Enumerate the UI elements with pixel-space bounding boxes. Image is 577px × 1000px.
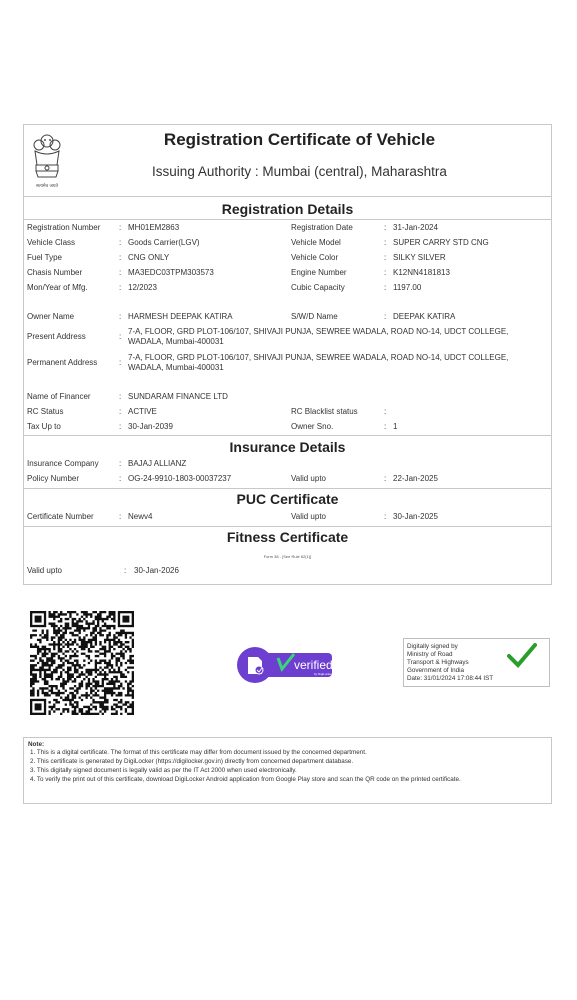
registration-row: Mon/Year of Mfg. : 12/2023 Cubic Capacity : 1197.00 bbox=[27, 283, 422, 292]
qr-finder-pattern bbox=[122, 616, 129, 623]
certificate-header bbox=[24, 125, 551, 197]
owner-sno: 1 bbox=[393, 422, 398, 431]
divider bbox=[24, 435, 551, 436]
divider bbox=[24, 488, 551, 489]
badge-text: verified bbox=[294, 658, 333, 672]
signature-line: Date: 31/01/2024 17:08:44 IST bbox=[407, 675, 494, 682]
field-label: Vehicle Model bbox=[291, 238, 341, 247]
insurance-company: BAJAJ ALLIANZ bbox=[128, 459, 187, 468]
field-label: Registration Date bbox=[291, 223, 353, 232]
note-title: Note: bbox=[28, 741, 45, 748]
financer-name: SUNDARAM FINANCE LTD bbox=[128, 392, 228, 401]
owner-name: HARMESH DEEPAK KATIRA bbox=[128, 312, 233, 321]
fitness-valid-upto: 30-Jan-2026 bbox=[134, 566, 179, 575]
field-label: Owner Sno. bbox=[291, 422, 334, 431]
form-reference: Form 38 - [See Rule 62(1)] bbox=[263, 554, 312, 559]
field-label: Valid upto bbox=[291, 512, 326, 521]
certificate-title: Registration Certificate of Vehicle bbox=[163, 130, 436, 149]
issuing-authority-label: Issuing Authority : bbox=[152, 164, 259, 179]
qr-finder-pattern bbox=[35, 703, 42, 710]
field-label: Cubic Capacity bbox=[291, 283, 345, 292]
field-label: RC Status bbox=[27, 407, 64, 416]
divider bbox=[24, 526, 551, 527]
puc-valid-upto: 30-Jan-2025 bbox=[393, 512, 438, 521]
registration-row: Registration Number : MH01EM2863 Registration Date : 31-Jan-2024 bbox=[27, 223, 438, 232]
field-value: 12/2023 bbox=[128, 283, 157, 292]
financer-row: Name of Financer : SUNDARAM FINANCE LTD bbox=[27, 392, 228, 401]
owner-row: Owner Name : HARMESH DEEPAK KATIRA S/W/D Name : DEEPAK KATIRA bbox=[27, 312, 456, 321]
insurance-valid-upto: 22-Jan-2025 bbox=[393, 474, 438, 483]
field-value: 1197.00 bbox=[393, 283, 422, 292]
field-value: MA3EDC03TPM303573 bbox=[128, 268, 214, 277]
field-label: S/W/D Name bbox=[291, 312, 338, 321]
insurance-details-title: Insurance Details bbox=[229, 439, 346, 455]
field-label: Certificate Number bbox=[27, 512, 94, 521]
qr-finder-pattern bbox=[35, 616, 42, 623]
rc-status-row: RC Status : ACTIVE RC Blacklist status : bbox=[27, 407, 387, 416]
field-label: Chasis Number bbox=[27, 268, 83, 277]
note-item: 2. This certificate is generated by DigiLocker (https://digilocker.gov.in) directly from concerned department database. bbox=[30, 758, 354, 765]
tax-row: Tax Up to : 30-Jan-2039 Owner Sno. : 1 bbox=[27, 422, 398, 431]
field-label: Insurance Company bbox=[27, 459, 99, 468]
field-label: Vehicle Color bbox=[291, 253, 339, 262]
field-label: RC Blacklist status bbox=[291, 407, 358, 416]
present-address-row: Present Address : 7-A, FLOOR, GRD PLOT-106/107, SHIVAJI PUNJA, SEWREE WADALA, ROAD NO-14, UDCT COLLEGE, WADALA, Mumbai-400031 bbox=[24, 327, 551, 349]
valid-signature-check-icon bbox=[507, 642, 537, 668]
note-item: 1. This is a digital certificate. The format of this certificate may differ from document issued by the concerned department. bbox=[30, 749, 367, 756]
rc-status: ACTIVE bbox=[128, 407, 157, 416]
signature-line: Transport & Highways bbox=[407, 659, 469, 666]
permanent-address-row: Permanent Address : 7-A, FLOOR, GRD PLOT-106/107, SHIVAJI PUNJA, SEWREE WADALA, ROAD NO-14, UDCT COLLEGE, WADALA, Mumbai-400031 bbox=[24, 353, 551, 375]
relation-name: DEEPAK KATIRA bbox=[393, 312, 456, 321]
field-label: Vehicle Class bbox=[27, 238, 76, 247]
fitness-row: Valid upto : 30-Jan-2026 bbox=[27, 566, 179, 575]
field-value: MH01EM2863 bbox=[128, 223, 180, 232]
field-value: SUPER CARRY STD CNG bbox=[393, 238, 489, 247]
fitness-certificate-title: Fitness Certificate bbox=[226, 529, 349, 545]
field-value: Goods Carrier(LGV) bbox=[128, 238, 200, 247]
divider bbox=[24, 219, 551, 220]
puc-row: Certificate Number : Newv4 Valid upto : 30-Jan-2025 bbox=[27, 512, 438, 521]
field-label: Name of Financer bbox=[27, 392, 91, 401]
field-label: Tax Up to bbox=[27, 422, 61, 431]
signature-line: Digitally signed by bbox=[407, 643, 458, 650]
field-value: CNG ONLY bbox=[128, 253, 170, 262]
field-label: Owner Name bbox=[27, 312, 75, 321]
field-value: K12NN4181813 bbox=[393, 268, 450, 277]
issuing-authority bbox=[48, 164, 551, 179]
field-label: Engine Number bbox=[291, 268, 347, 277]
permanent-address: 7-A, FLOOR, GRD PLOT-106/107, SHIVAJI PUNJA, SEWREE WADALA, ROAD NO-14, UDCT COLLEGE, WADALA, Mumbai-400031 bbox=[128, 353, 509, 372]
qr-code bbox=[30, 611, 134, 715]
field-label: Policy Number bbox=[27, 474, 80, 483]
field-label: Registration Number bbox=[27, 223, 101, 232]
issuing-authority-value: Mumbai (central), Maharashtra bbox=[262, 164, 447, 179]
field-label: Permanent Address bbox=[27, 358, 98, 367]
field-value: 31-Jan-2024 bbox=[393, 223, 438, 232]
note-box bbox=[23, 737, 552, 804]
note-item: 4. To verify the print out of this certificate, download DigiLocker Android application from Google Play store and scan the QR code on the printed certificate. bbox=[30, 776, 461, 783]
policy-number: OG-24-9910-1803-00037237 bbox=[128, 474, 232, 483]
field-label: Valid upto bbox=[27, 566, 62, 575]
present-address: 7-A, FLOOR, GRD PLOT-106/107, SHIVAJI PUNJA, SEWREE WADALA, ROAD NO-14, UDCT COLLEGE, WADALA, Mumbai-400031 bbox=[128, 327, 509, 346]
note-item: 3. This digitally signed document is legally valid as per the IT Act 2000 when used electronically. bbox=[30, 767, 297, 774]
registration-row: Fuel Type : CNG ONLY Vehicle Color : SILKY SILVER bbox=[27, 253, 446, 262]
registration-row: Chasis Number : MA3EDC03TPM303573 Engine Number : K12NN4181813 bbox=[27, 268, 450, 277]
digilocker-verified-badge bbox=[236, 644, 334, 686]
svg-text:सत्यमेव जयते: सत्यमेव जयते bbox=[35, 184, 59, 189]
tax-up-to: 30-Jan-2039 bbox=[128, 422, 173, 431]
digital-signature-box bbox=[403, 638, 550, 687]
puc-certificate-number: Newv4 bbox=[128, 512, 153, 521]
field-label: Fuel Type bbox=[27, 253, 62, 262]
field-label: Valid upto bbox=[291, 474, 326, 483]
badge-subtext: by DigiLocker bbox=[314, 672, 333, 676]
insurance-company-row: Insurance Company : BAJAJ ALLIANZ bbox=[27, 459, 187, 468]
registration-details-title: Registration Details bbox=[221, 201, 354, 217]
signature-line: Ministry of Road bbox=[407, 651, 453, 658]
policy-row: Policy Number : OG-24-9910-1803-00037237 Valid upto : 22-Jan-2025 bbox=[27, 474, 438, 483]
puc-certificate-title: PUC Certificate bbox=[236, 491, 339, 507]
signature-line: Government of India bbox=[407, 667, 465, 674]
registration-row: Vehicle Class : Goods Carrier(LGV) Vehicle Model : SUPER CARRY STD CNG bbox=[27, 238, 489, 247]
field-label: Present Address bbox=[27, 332, 86, 341]
field-value: SILKY SILVER bbox=[393, 253, 446, 262]
field-label: Mon/Year of Mfg. bbox=[27, 283, 88, 292]
registration-certificate bbox=[23, 124, 552, 585]
